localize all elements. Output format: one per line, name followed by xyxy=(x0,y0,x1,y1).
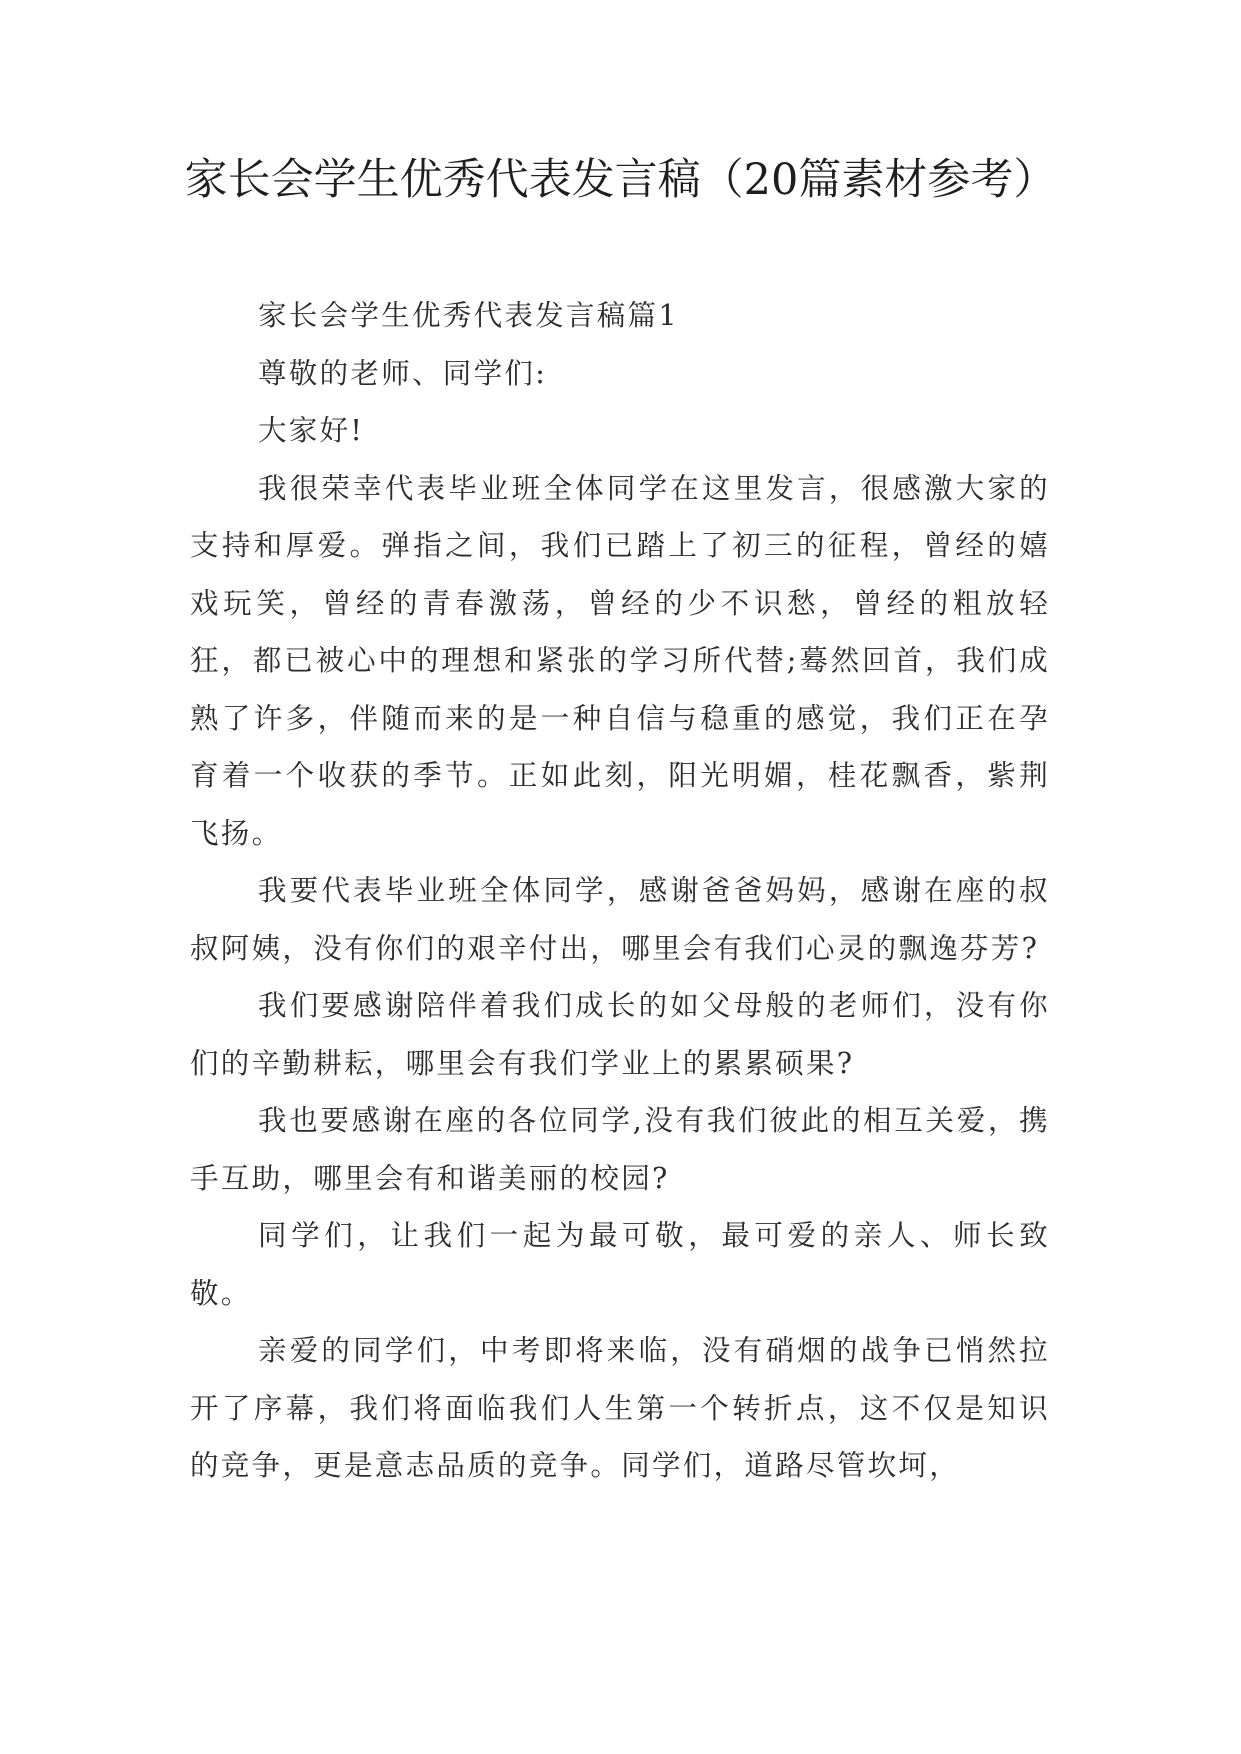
salutation: 尊敬的老师、同学们: xyxy=(258,356,548,390)
body-paragraph: 亲爱的同学们，中考即将来临，没有硝烟的战争已悄然拉开了序幕，我们将面临我们人生第一个转折点，这不仅是知识的竞争，更是意志品质的竞争。同学们，道路尽管坎坷， xyxy=(190,1334,1050,1482)
body-paragraph: 我们要感谢陪伴着我们成长的如父母般的老师们，没有你们的辛勤耕耘，哪里会有我们学业上的累累硕果? xyxy=(190,989,1050,1080)
body-paragraph: 我要代表毕业班全体同学，感谢爸爸妈妈，感谢在座的叔叔阿姨，没有你们的艰辛付出，哪里会有我们心灵的飘逸芬芳? xyxy=(190,874,1050,965)
body-paragraph: 我很荣幸代表毕业班全体同学在这里发言，很感激大家的支持和厚爱。弹指之间，我们已踏上了初三的征程，曾经的嬉戏玩笑，曾经的青春激荡，曾经的少不识愁，曾经的粗放轻狂，都已被心中的理想和紧张的学习所代替;蓦然回首，我们成熟了许多，伴随而来的是一种自信与稳重的感觉，我们正在孕育着一个收获的季节。正如此刻，阳光明媚，桂花飘香，紫荆飞扬。 xyxy=(190,471,1050,850)
body-paragraph: 我也要感谢在座的各位同学,没有我们彼此的相互关爱，携手互助，哪里会有和谐美丽的校园? xyxy=(190,1104,1050,1195)
document-title: 家长会学生优秀代表发言稿（20篇素材参考） xyxy=(184,155,1057,205)
body-paragraph: 同学们，让我们一起为最可敬，最可爱的亲人、师长致敬。 xyxy=(190,1219,1050,1310)
greeting: 大家好! xyxy=(258,414,365,447)
document-body xyxy=(190,287,1050,1495)
section-heading: 家长会学生优秀代表发言稿篇1 xyxy=(258,299,679,332)
